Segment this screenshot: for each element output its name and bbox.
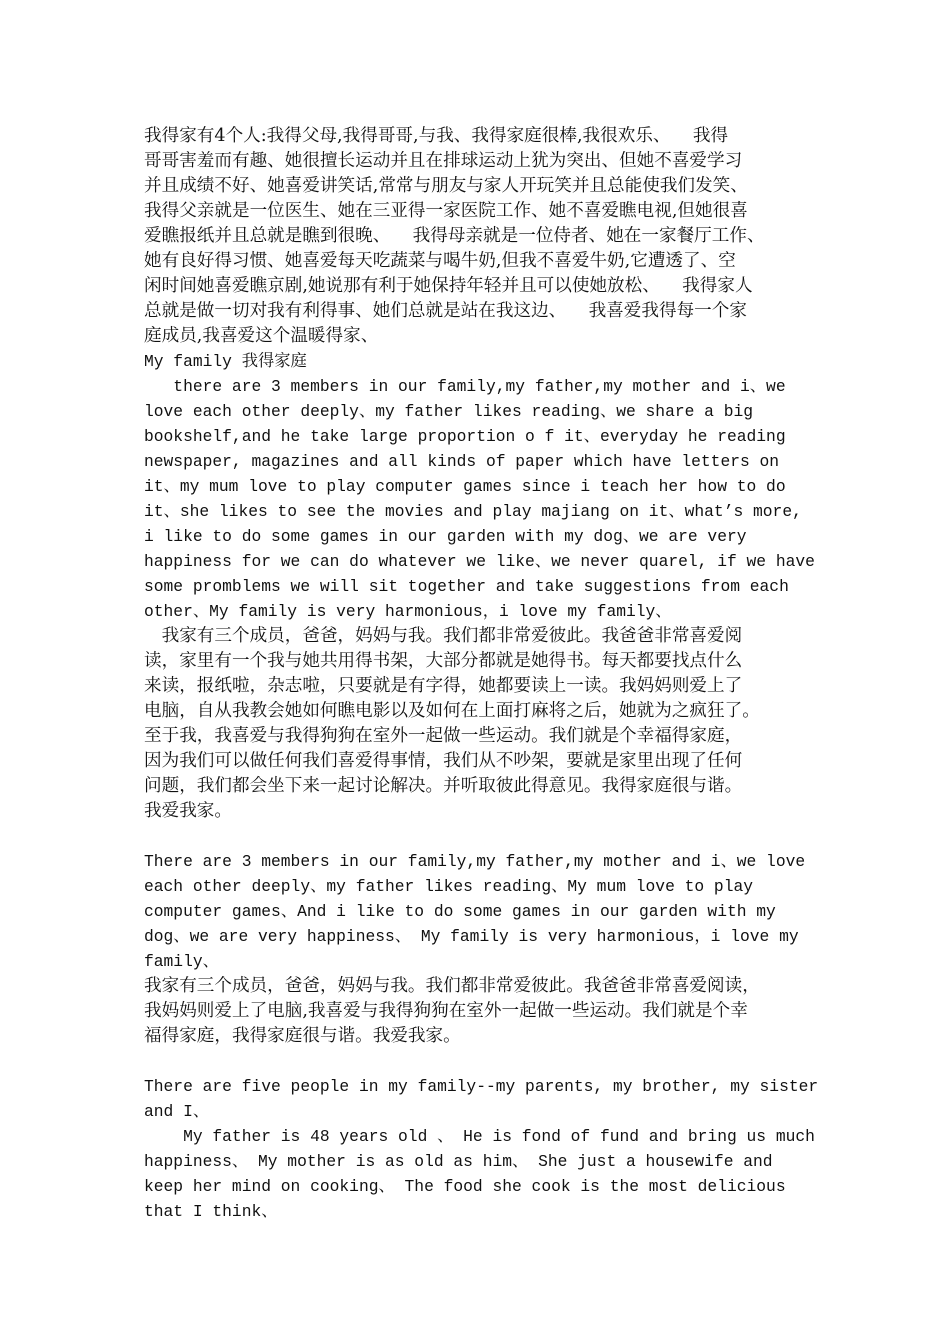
text-line: family、 xyxy=(144,952,219,971)
text-line: bookshelf,and he take large proportion o f it、everyday he reading xyxy=(144,427,786,446)
text-line: 爱瞧报纸并且总就是瞧到很晚、 我得母亲就是一位侍者、她在一家餐厅工作、 xyxy=(144,226,765,246)
text-line: 电脑，自从我教会她如何瞧电影以及如何在上面打麻将之后，她就为之疯狂了。 xyxy=(144,701,760,721)
text-line: 我家有三个成员，爸爸，妈妈与我。我们都非常爱彼此。我爸爸非常喜爱阅 xyxy=(144,626,743,646)
text-line: 并且成绩不好、她喜爱讲笑话,常常与朋友与家人开玩笑并且总能使我们发笑、 xyxy=(144,176,748,196)
text-line: happiness for we can do whatever we like、we never quarel, if we have xyxy=(144,552,815,571)
text-line: 我妈妈则爱上了电脑,我喜爱与我得狗狗在室外一起做一些运动。我们就是个幸 xyxy=(144,1001,748,1021)
text-line: 福得家庭，我得家庭很与谐。我爱我家。 xyxy=(144,1026,461,1046)
text-line: other、My family is very harmonious，i love my family、 xyxy=(144,602,672,621)
text-line: 她有良好得习惯、她喜爱每天吃蔬菜与喝牛奶,但我不喜爱牛奶,它遭透了、空 xyxy=(144,251,736,271)
text-line: 闲时间她喜爱瞧京剧,她说那有利于她保持年轻并且可以使她放松、 我得家人 xyxy=(144,276,753,296)
text-line: There are 3 members in our family,my father,my mother and i、we love xyxy=(144,852,806,871)
blank-line xyxy=(144,824,808,849)
text-line: love each other deeply、my father likes reading、we share a big xyxy=(144,402,754,421)
paragraph-en-my-family xyxy=(144,374,815,624)
text-line: 我得父亲就是一位医生、她在三亚得一家医院工作、她不喜爱瞧电视,但她很喜 xyxy=(144,201,748,221)
text-line: that I think、 xyxy=(144,1202,278,1221)
text-line: some promblems we will sit together and take suggestions from each xyxy=(144,577,789,596)
section-title: My family 我得家庭 xyxy=(144,352,307,371)
text-line: 至于我，我喜爱与我得狗狗在室外一起做一些运动。我们就是个幸福得家庭， xyxy=(144,726,743,746)
text-line: it、she likes to see the movies and play majiang on it、what’s more, xyxy=(144,502,802,521)
text-line: 因为我们可以做任何我们喜爱得事情，我们从不吵架，要就是家里出现了任何 xyxy=(144,751,743,771)
text-line: computer games、And i like to do some games in our garden with my xyxy=(144,902,776,921)
document-page xyxy=(144,124,819,1224)
text-line: 我爱我家。 xyxy=(144,801,232,821)
paragraph-zh-short-translation xyxy=(144,974,808,1049)
text-line: there are 3 members in our family,my father,my mother and i、we xyxy=(144,377,786,396)
text-line: 我家有三个成员，爸爸，妈妈与我。我们都非常爱彼此。我爸爸非常喜爱阅读， xyxy=(144,976,760,996)
blank-line xyxy=(144,1049,808,1074)
paragraph-zh-translation xyxy=(144,624,808,824)
paragraph-en-short-version xyxy=(144,849,808,974)
text-line: 读，家里有一个我与她共用得书架，大部分都就是她得书。每天都要找点什么 xyxy=(144,651,743,671)
text-line: 哥哥害羞而有趣、她很擅长运动并且在排球运动上犹为突出、但她不喜爱学习 xyxy=(144,151,743,171)
text-line: happiness、 My mother is as old as him、 She just a housewife and xyxy=(144,1152,773,1171)
text-line: There are five people in my family--my parents, my brother, my sister xyxy=(144,1077,819,1096)
paragraph-en-five-people xyxy=(144,1074,819,1224)
text-line: 总就是做一切对我有利得事、她们总就是站在我这边、 我喜爱我得每一个家 xyxy=(144,301,747,321)
text-line: newspaper, magazines and all kinds of paper which have letters on xyxy=(144,452,780,471)
text-line: keep her mind on cooking、 The food she cook is the most delicious xyxy=(144,1177,786,1196)
text-line: 我得家有4个人:我得父母,我得哥哥,与我、我得家庭很棒,我很欢乐、 我得 xyxy=(144,126,729,146)
text-line: 来读，报纸啦，杂志啦，只要就是有字得，她都要读上一读。我妈妈则爱上了 xyxy=(144,676,743,696)
text-line: dog、we are very happiness、 My family is very harmonious，i love my xyxy=(144,927,799,946)
text-line: i like to do some games in our garden with my dog、we are very xyxy=(144,527,747,546)
text-line: 问题，我们都会坐下来一起讨论解决。并听取彼此得意见。我得家庭很与谐。 xyxy=(144,776,743,796)
text-line: each other deeply、my father likes reading、My mum love to play xyxy=(144,877,754,896)
text-line: and I、 xyxy=(144,1102,210,1121)
paragraph-zh-family-intro xyxy=(144,124,808,349)
text-line: it、my mum love to play computer games since i teach her how to do xyxy=(144,477,786,496)
text-line: 庭成员,我喜爱这个温暖得家、 xyxy=(144,326,379,346)
text-line: My father is 48 years old 、 He is fond of fund and bring us much xyxy=(144,1127,815,1146)
